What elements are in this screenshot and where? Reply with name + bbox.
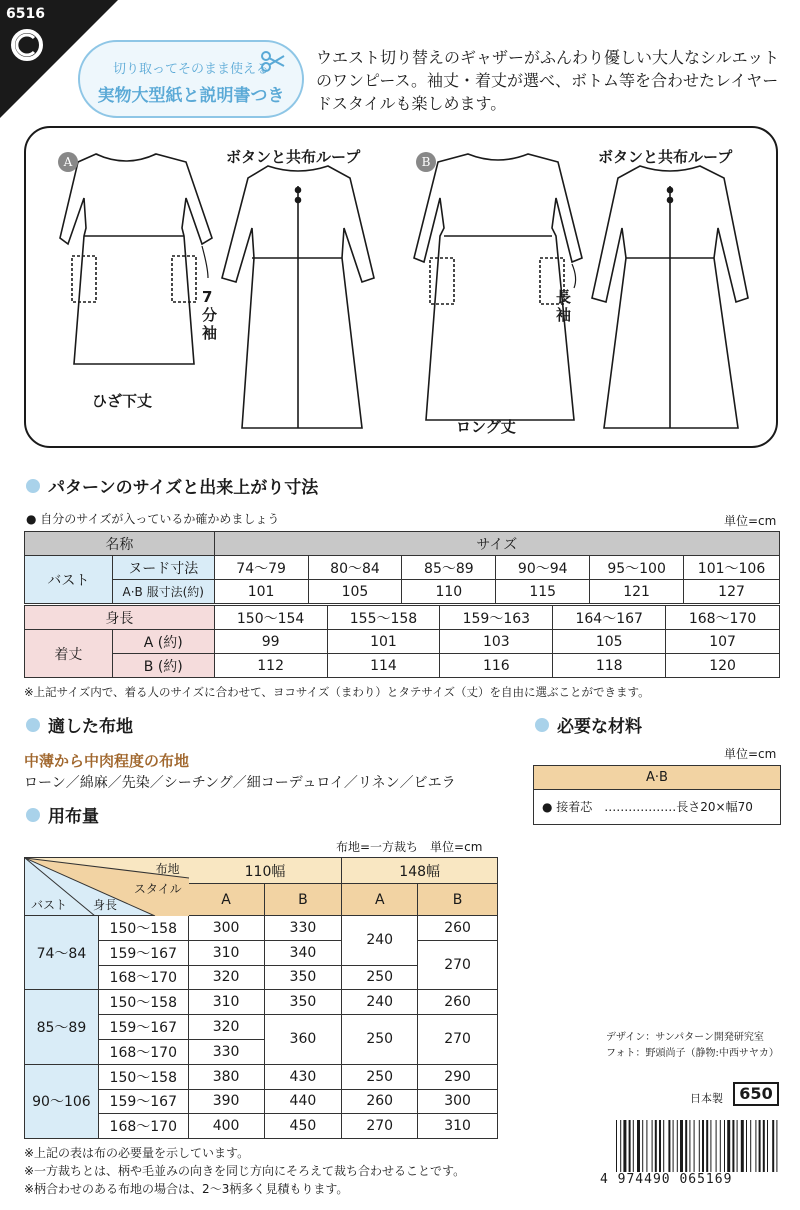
badge-subtitle: 切り取ってそのまま使える [112, 62, 269, 77]
usage-unit: 布地=一方裁ち 単位=cm [336, 840, 483, 854]
usage-cell: 240 [342, 916, 418, 966]
length-a-cell: 105 [553, 630, 666, 654]
usage-cell: 350 [264, 990, 342, 1015]
a-button-label: ボタンと共布ループ [226, 148, 361, 166]
design-credit: デザイン：サンパターン開発研究室 [606, 1032, 764, 1043]
usage-bust-label: バスト [31, 898, 68, 912]
footnote-line: ※一方裁ちとは、柄や毛並みの向きを同じ方向にそろえて裁ち合わせることです。 [24, 1164, 466, 1178]
height-cell: 159〜167 [98, 1015, 188, 1040]
pattern-badge [78, 40, 304, 118]
price-box: 650 [733, 1082, 779, 1106]
usage-cell: 320 [188, 1015, 264, 1040]
col-b-110: B [264, 884, 342, 916]
length-b-cell: 112 [214, 654, 327, 678]
usage-cell: 320 [188, 965, 264, 990]
photo-credit: フォト：野頭尚子（静物:中西サヤカ） [606, 1048, 779, 1059]
usage-cell: 270 [418, 940, 498, 990]
usage-cell: 310 [418, 1114, 498, 1139]
credits [606, 1030, 779, 1062]
bullet-dot [535, 718, 549, 732]
col-a-148: A [342, 884, 418, 916]
usage-cell: 250 [342, 1064, 418, 1089]
bust-nude-cell: 95〜100 [590, 556, 684, 580]
style-b-mark: B [416, 152, 436, 172]
height-cell: 168〜170 [666, 606, 780, 630]
bust-garment-cell: 115 [496, 580, 590, 604]
length-a-label: A (約) [112, 630, 214, 654]
height-cell: 150〜154 [214, 606, 327, 630]
bust-nude-cell: 80〜84 [308, 556, 402, 580]
length-a-cell: 99 [214, 630, 327, 654]
usage-cell: 430 [264, 1064, 342, 1089]
usage-cell: 270 [418, 1015, 498, 1065]
height-cell: 150〜158 [98, 990, 188, 1015]
garment-label: A·B 服寸法(約) [112, 580, 214, 604]
scissors-icon [260, 48, 286, 74]
usage-cell: 300 [418, 1089, 498, 1114]
usage-cell: 340 [264, 940, 342, 965]
size-footnote: ※上記サイズ内で、着る人のサイズに合わせて、ヨコサイズ（まわり）とタテサイズ（丈）を自由に選ぶことができます。 [24, 685, 650, 699]
usage-cell: 250 [342, 965, 418, 990]
name-header: 名称 [25, 532, 215, 556]
usage-corner-header [25, 858, 189, 916]
bullet-dot [26, 479, 40, 493]
usage-cell: 350 [264, 965, 342, 990]
fabric-section-title: 適した布地 [26, 712, 133, 737]
usage-cell: 330 [188, 1039, 264, 1064]
usage-cell: 290 [418, 1064, 498, 1089]
bust-garment-cell: 101 [214, 580, 308, 604]
size-header: サイズ [214, 532, 779, 556]
badge-title: 実物大型紙と説明書つき [97, 86, 285, 106]
bust-garment-cell: 127 [684, 580, 780, 604]
bust-group: 85〜89 [25, 990, 99, 1064]
b-sleeve-label: 長袖 [556, 288, 572, 324]
bullet-dot [26, 718, 40, 732]
bust-nude-cell: 85〜89 [402, 556, 496, 580]
usage-cell: 260 [418, 990, 498, 1015]
a-length-label: ひざ下丈 [92, 392, 153, 410]
height-cell: 164〜167 [553, 606, 666, 630]
length-a-cell: 101 [327, 630, 440, 654]
length-table [24, 605, 780, 678]
bust-group: 90〜106 [25, 1064, 99, 1138]
usage-cell: 270 [342, 1114, 418, 1139]
width-110-header: 110幅 [188, 858, 342, 884]
materials-section-title: 必要な材料 [535, 712, 642, 737]
length-b-cell: 116 [440, 654, 553, 678]
materials-unit: 単位=cm [724, 747, 777, 761]
b-length-label: ロング丈 [456, 418, 516, 436]
nude-label: ヌード寸法 [112, 556, 214, 580]
height-label: 身長 [25, 606, 215, 630]
length-b-cell: 114 [327, 654, 440, 678]
bust-nude-cell: 101〜106 [684, 556, 780, 580]
bust-garment-cell: 105 [308, 580, 402, 604]
bust-garment-cell: 121 [590, 580, 684, 604]
height-cell: 168〜170 [98, 965, 188, 990]
length-b-cell: 120 [666, 654, 780, 678]
length-b-cell: 118 [553, 654, 666, 678]
height-cell: 159〜163 [440, 606, 553, 630]
height-cell: 159〜167 [98, 940, 188, 965]
intro-text: ウエスト切り替えのギャザーがふんわり優しい大人なシルエットのワンピース。袖丈・着丈が選べ、ボトム等を合わせたレイヤードスタイルも楽しめます。 [316, 48, 780, 113]
materials-header: A·B [534, 766, 780, 790]
usage-cell: 260 [342, 1089, 418, 1114]
usage-cell: 310 [188, 940, 264, 965]
col-b-148: B [418, 884, 498, 916]
usage-section-title: 用布量 [26, 802, 99, 827]
bust-group: 74〜84 [25, 916, 99, 990]
usage-cell: 310 [188, 990, 264, 1015]
usage-cell: 450 [264, 1114, 342, 1139]
materials-item: ● 接着芯 ………………長さ20×幅70 [542, 800, 753, 814]
usage-cell: 330 [264, 916, 342, 941]
a-sleeve-label: 7分袖 [202, 288, 218, 342]
usage-height-label: 身長 [93, 898, 118, 912]
size-unit: 単位=cm [724, 514, 777, 528]
bust-label: バスト [25, 556, 113, 604]
bust-nude-cell: 90〜94 [496, 556, 590, 580]
size-check-note: ● 自分のサイズが入っているか確かめましょう [26, 512, 280, 526]
usage-cell: 250 [342, 1015, 418, 1065]
height-cell: 155〜158 [327, 606, 440, 630]
made-in-label: 日本製 [690, 1092, 723, 1105]
height-cell: 150〜158 [98, 916, 188, 941]
col-a-110: A [188, 884, 264, 916]
footnote-line: ※上記の表は布の必要量を示しています。 [24, 1146, 250, 1160]
fabric-list: ローン／綿麻／先染／シーチング／細コーデュロイ／リネン／ビエラ [24, 775, 456, 791]
barcode-number: 4 974490 065169 [600, 1172, 733, 1187]
height-cell: 159〜167 [98, 1089, 188, 1114]
bullet-dot [26, 808, 40, 822]
usage-cell: 380 [188, 1064, 264, 1089]
materials-table [533, 765, 781, 825]
brand-logo-icon [10, 28, 44, 62]
usage-cell: 390 [188, 1089, 264, 1114]
usage-footnotes [24, 1144, 465, 1198]
usage-style-label: スタイル [133, 882, 182, 896]
height-cell: 168〜170 [98, 1114, 188, 1139]
b-button-label: ボタンと共布ループ [598, 148, 733, 166]
usage-cell: 240 [342, 990, 418, 1015]
size-table [24, 531, 780, 604]
style-a-mark: A [58, 152, 78, 172]
fabric-usage-table [24, 857, 498, 1139]
footnote-line: ※柄合わせのある布地の場合は、2〜3柄多く見積もります。 [24, 1182, 349, 1196]
length-a-cell: 103 [440, 630, 553, 654]
barcode-icon [614, 1120, 782, 1172]
fabric-subtitle: 中薄から中肉程度の布地 [24, 752, 190, 770]
usage-cell: 260 [418, 916, 498, 941]
illustration-panel [24, 126, 778, 448]
usage-cell: 400 [188, 1114, 264, 1139]
bust-garment-cell: 110 [402, 580, 496, 604]
size-section-title: パターンのサイズと出来上がり寸法 [26, 473, 318, 498]
bust-nude-cell: 74〜79 [214, 556, 308, 580]
length-a-cell: 107 [666, 630, 780, 654]
usage-cell: 300 [188, 916, 264, 941]
pattern-number: 6516 [6, 6, 45, 22]
usage-cell: 360 [264, 1015, 342, 1065]
length-b-label: B (約) [112, 654, 214, 678]
height-cell: 150〜158 [98, 1064, 188, 1089]
usage-cell: 440 [264, 1089, 342, 1114]
length-label: 着丈 [25, 630, 113, 678]
width-148-header: 148幅 [342, 858, 498, 884]
height-cell: 168〜170 [98, 1039, 188, 1064]
usage-fabric-label: 布地 [155, 862, 180, 876]
